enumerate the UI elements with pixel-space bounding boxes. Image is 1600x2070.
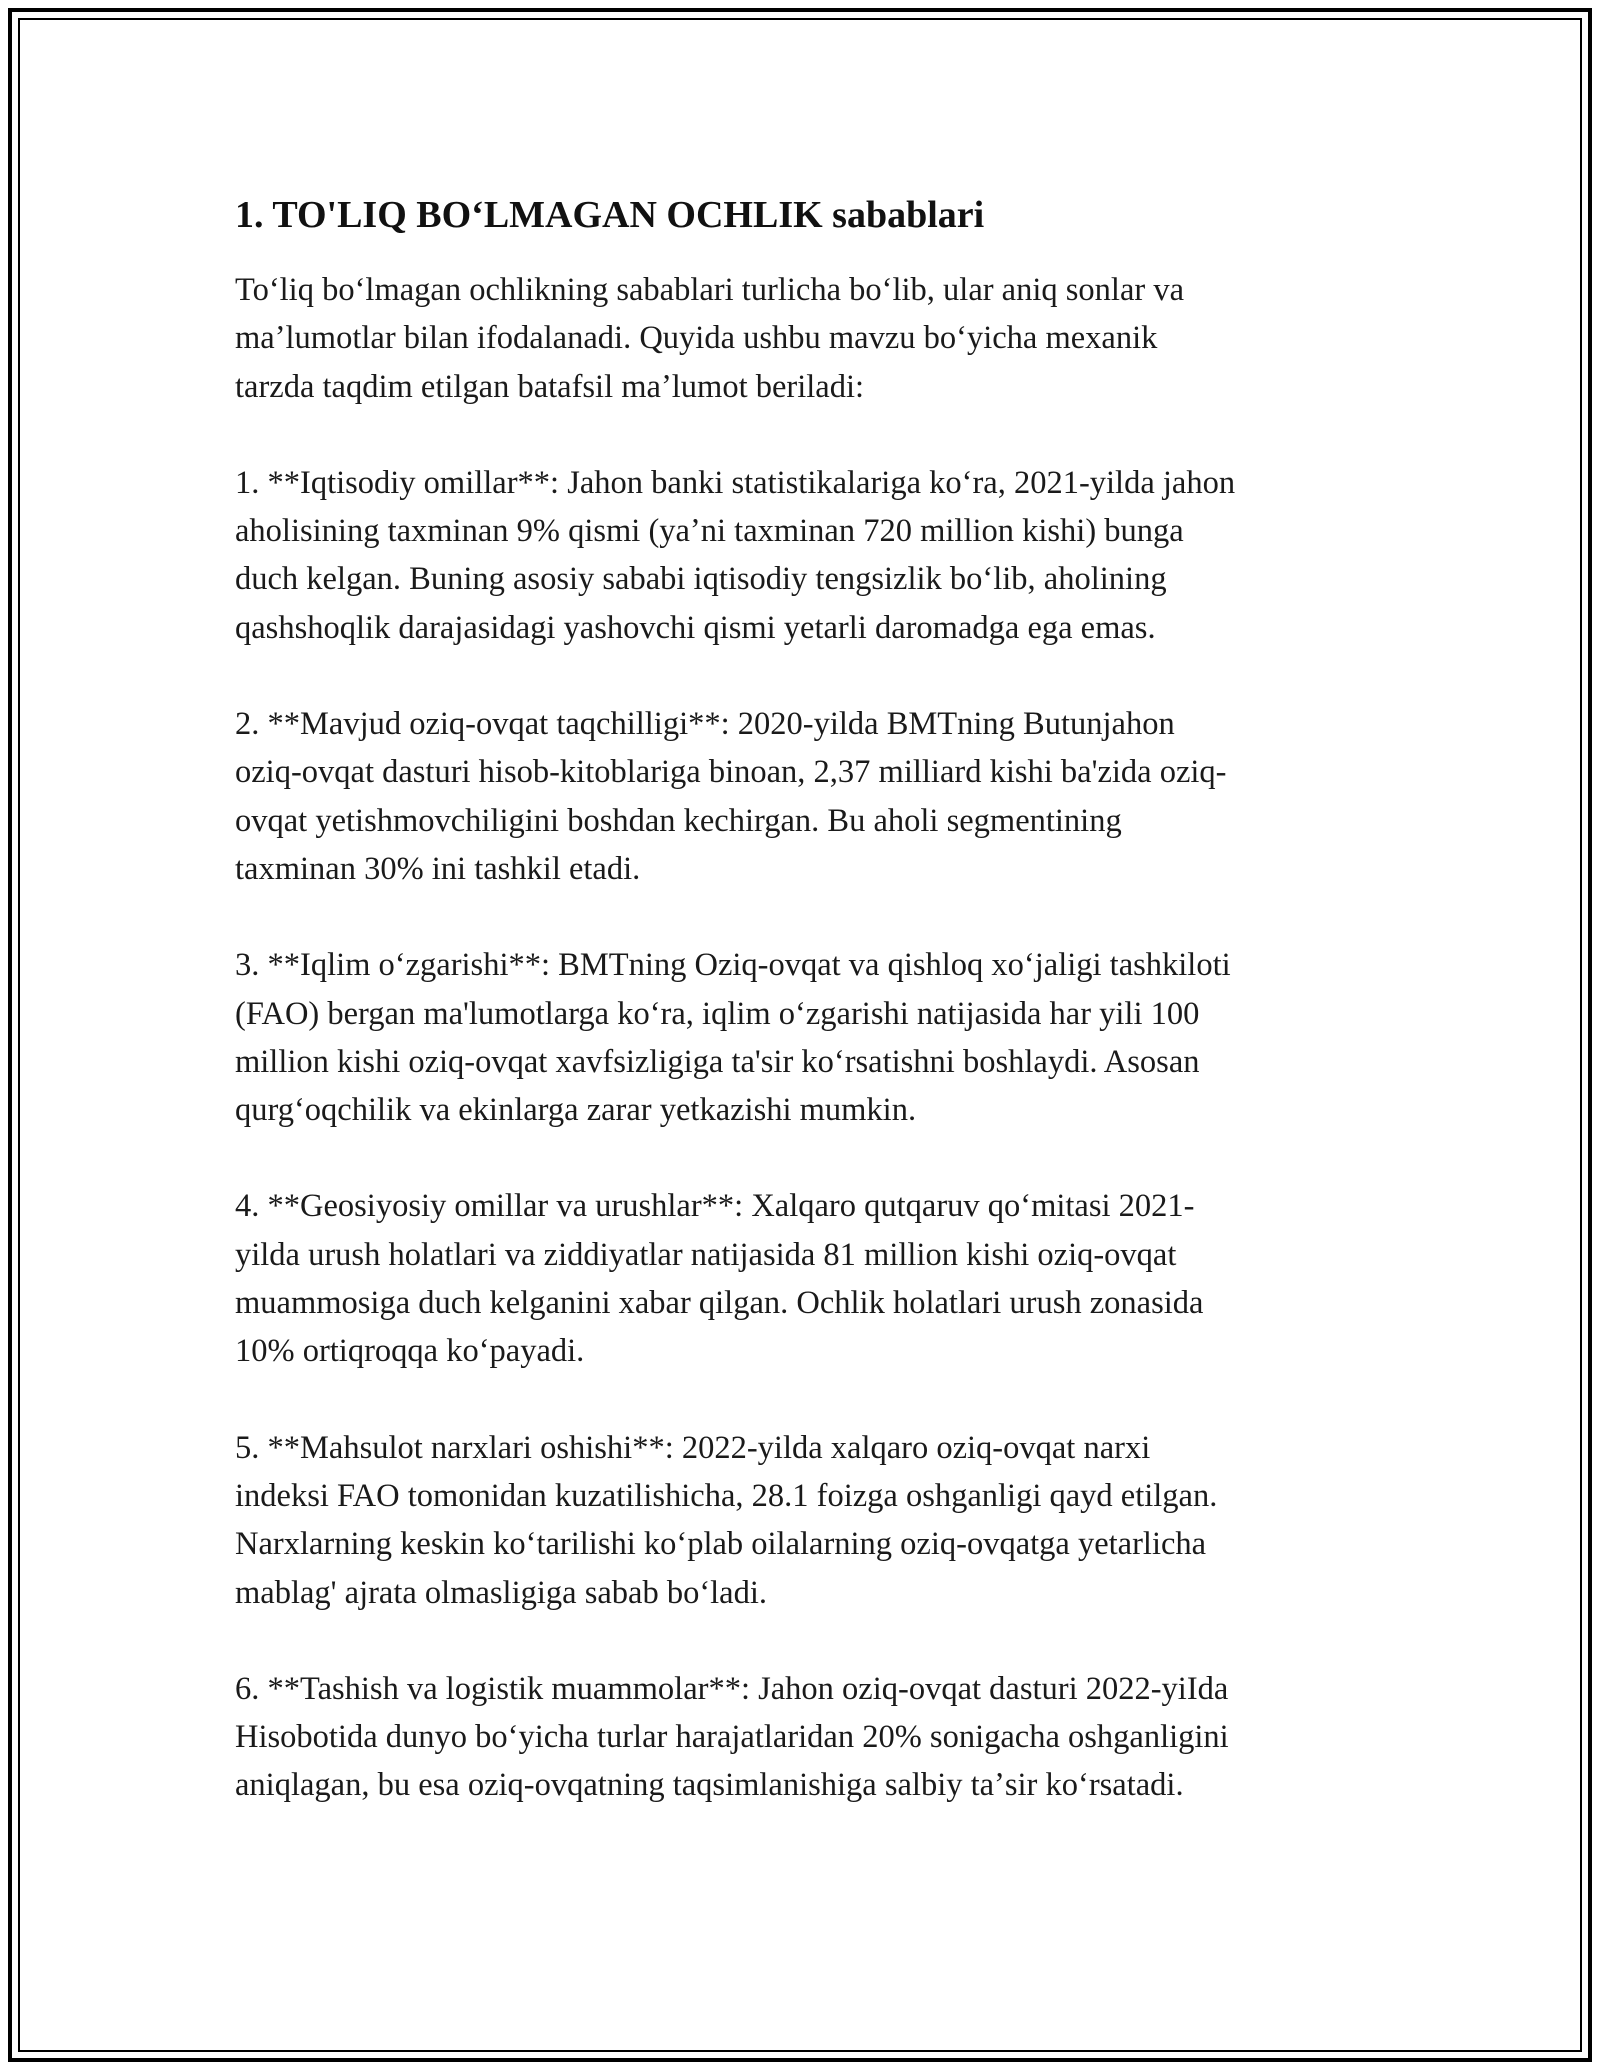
intro-paragraph: Toʻliq boʻlmagan ochlikning sabablari turlicha boʻlib, ular aniq sonlar va maʼlumotlar bilan ifodalanadi. Quyida ushbu mavzu boʻyicha mexanik tarzda taqdim etilgan batafsil maʼlumot beriladi:: [235, 272, 1184, 405]
list-item: 5. **Mahsulot narxlari oshishi**: 2022-yilda xalqaro oziq-ovqat narxi indeksi FAO tomonidan kuzatilishicha, 28.1 foizga oshganligi qayd etilgan. Narxlarning keskin koʻtarilishi koʻplab oilalarning oziq-ovqatga yetarlicha mablag' ajrata olmasligiga sabab boʻladi.: [235, 1429, 1218, 1611]
document-body: [235, 186, 1375, 1858]
list-item: 3. **Iqlim oʻzgarishi**: BMTning Oziq-ovqat va qishloq xoʻjaligi tashkiloti (FAO) bergan ma'lumotlarga koʻra, iqlim oʻzgarishi natijasida har yili 100 million kishi oziq-ovqat xavfsizligiga ta'sir koʻrsatishni boshlaydi. Asosan qurgʻoqchilik va ekinlarga zarar yetkazishi mumkin.: [235, 947, 1231, 1129]
list-item: 1. **Iqtisodiy omillar**: Jahon banki statistikalariga koʻra, 2021-yilda jahon aholisining taxminan 9% qismi (yaʼni taxminan 720 million kishi) bunga duch kelgan. Buning asosiy sababi iqtisodiy tengsizlik boʻlib, aholining qashshoqlik darajasidagi yashovchi qismi yetarli daromadga ega emas.: [235, 464, 1236, 646]
list-item: 6. **Tashish va logistik muammolar**: Jahon oziq-ovqat dasturi 2022-yiIda Hisobotida dunyo boʻyicha turlar harajatlaridan 20% sonigacha oshganligini aniqlagan, bu esa oziq-ovqatning taqsimlanishiga salbiy taʼsir koʻrsatadi.: [235, 1670, 1229, 1804]
list-item: 4. **Geosiyosiy omillar va urushlar**: Xalqaro qutqaruv qoʻmitasi 2021- yilda urush holatlari va ziddiyatlar natijasida 81 million kishi oziq-ovqat muammosiga duch kelganini xabar qilgan. Ochlik holatlari urush zonasida 10% ortiqroqqa koʻpayadi.: [235, 1188, 1204, 1370]
document-title: 1. TO'LIQ BOʻLMAGAN OCHLIK sabablari: [235, 194, 985, 236]
list-item: 2. **Mavjud oziq-ovqat taqchilligi**: 2020-yilda BMTning Butunjahon oziq-ovqat dasturi hisob-kitoblariga binoan, 2,37 milliard kishi ba'zida oziq- ovqat yetishmovchiligini boshdan kechirgan. Bu aholi segmentining taxminan 30% ini tashkil etadi.: [235, 706, 1227, 887]
